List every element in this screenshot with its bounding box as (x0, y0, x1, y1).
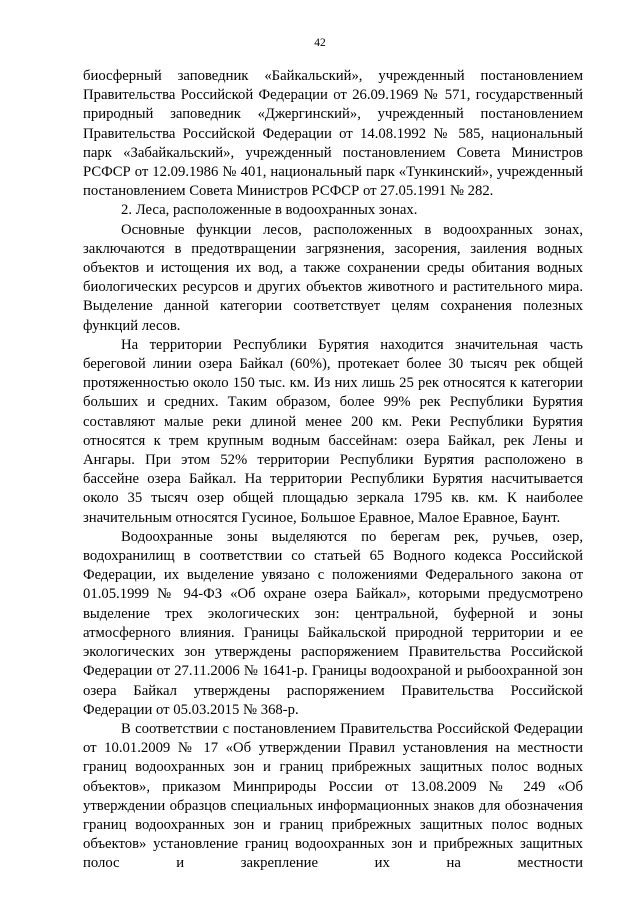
paragraph-forest-functions: Основные функции лесов, расположенных в водоохранных зонах, заключаются в предотвращении загрязнения, засорения, заиления водных объектов и истощения их вод, а также сохранении среды обитания водных биологических ресурсов и других объектов животного и растительного мира. Выделение данной категории соответствует целям сохранения полезных функций лесов. (83, 221, 583, 334)
page-number: 42 (314, 37, 326, 49)
paragraph-reserves-list: биосферный заповедник «Байкальский», учрежденный постановлением Правительства Российской Федерации от 26.09.1969 № 571, государственный природный заповедник «Джергинский», учрежденный постановлением Правительства Российской Федерации от 14.08.1992 № 585, национальный парк «Забайкальский», учрежденный постановлением Совета Министров РСФСР от 12.09.1986 № 401, национальный парк «Тункинский», учрежденный постановлением Совета Министров РСФСР от 27.05.1991 № 282. (83, 68, 583, 200)
paragraph-water-protection-zones: Водоохранные зоны выделяются по берегам рек, ручьев, озер, водохранилищ в соответствии со статьей 65 Водного кодекса Российской Федерации, их выделение увязано с положениями Федерального закона от 01.05.1999 № 94-ФЗ «Об охране озера Байкал», которыми предусмотрено выделение трех экологических зон: центральной, буферной и зоны атмосферного влияния. Границы Байкальской природной территории и ее экологических зон утверждены распоряжением Правительства Российской Федерации от 27.11.2006 № 1641-р. Границы водоохраной и рыбоохранной зон озера Байкал утверждены распоряжением Правительства Российской Федерации от 05.03.2015 № 368-р. (83, 528, 583, 718)
body-text (83, 67, 583, 874)
paragraph-buryatia-waters: На территории Республики Бурятия находится значительная часть береговой линии озера Байкал (60%), протекает более 30 тысяч рек общей протяженностью около 150 тыс. км. Из них лишь 25 рек относятся к категории больших и средних. Таким образом, более 99% рек Республики Бурятия составляют малые реки длиной менее 200 км. Реки Республики Бурятия относятся к трем крупным водным бассейнам: озера Байкал, рек Лены и Ангары. При этом 52% территории Республики Бурятия расположено в бассейне озера Байкал. На территории Республики Бурятия насчитывается около 35 тысяч озер общей площадью зеркала 1795 кв. км. К наиболее значительным относятся Гусиное, Большое Еравное, Малое Еравное, Баунт. (83, 336, 583, 526)
paragraph-government-decree: В соответствии с постановлением Правительства Российской Федерации от 10.01.2009 № 17 «Об утверждении Правил установления на местности границ водоохранных зон и границ прибрежных защитных полос водных объектов», приказом Минприроды России от 13.08.2009 № 249 «Об утверждении образцов специальных информационных знаков для обозначения границ водоохранных зон и границ прибрежных защитных полос водных объектов» установление границ водоохранных зон и прибрежных защитных полос и закрепление их на местности (83, 720, 583, 872)
paragraph-section-heading: 2. Леса, расположенные в водоохранных зонах. (121, 202, 418, 219)
